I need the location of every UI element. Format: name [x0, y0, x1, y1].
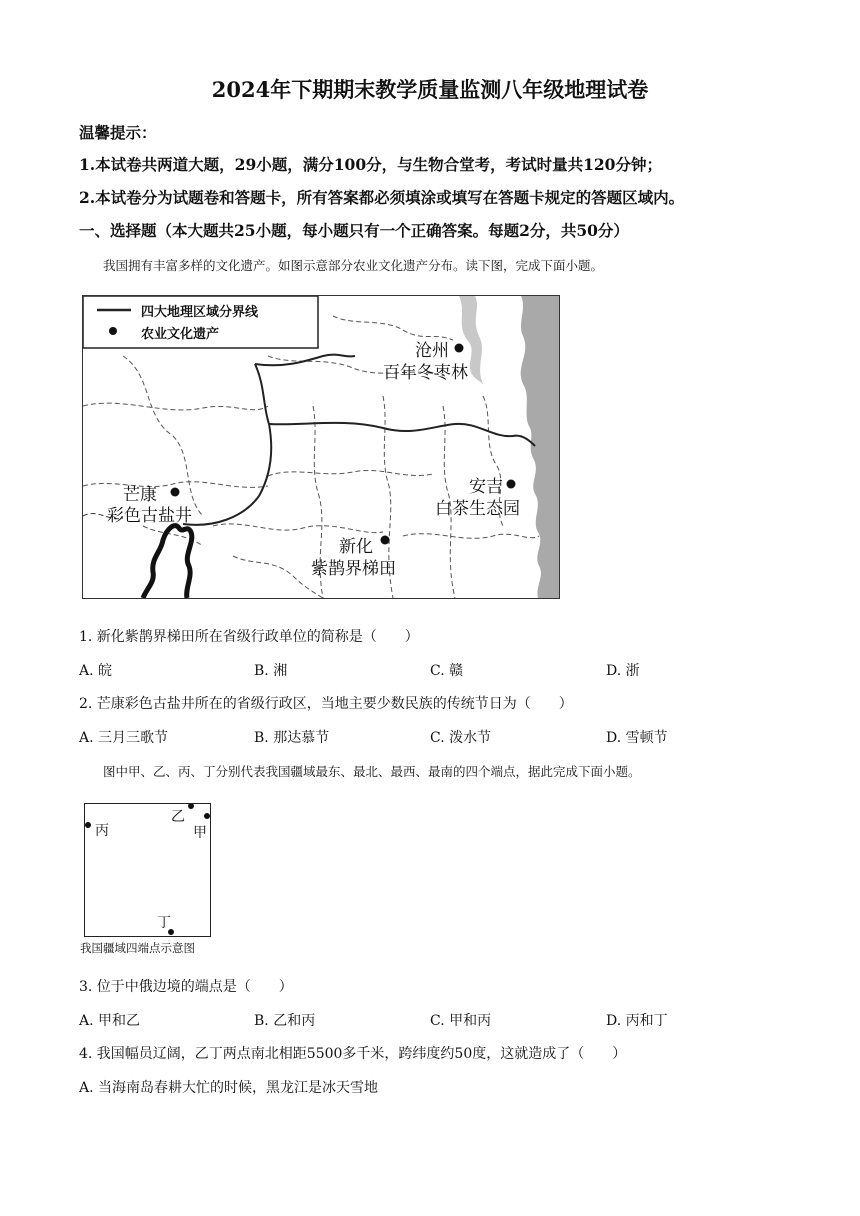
national-border-segment — [143, 526, 192, 598]
q3-option-c[interactable]: C. 甲和丙 — [430, 1013, 492, 1029]
jia-point — [204, 813, 210, 819]
tips-label: 温馨提示： — [79, 123, 157, 142]
mangkang-site-label: 彩色古盐井 — [107, 506, 192, 526]
q3-stem: 3. 位于中俄边境的端点是（ ） — [79, 979, 293, 995]
tip-1: 1.本试卷共两道大题，29小题，满分100分，与生物合堂考，考试时量共120分钟； — [79, 155, 662, 174]
ding-label: 丁 — [157, 915, 171, 931]
anji-label: 安吉 — [469, 477, 503, 497]
legend-dot-label: 农业文化遗产 — [141, 327, 220, 342]
yi-point — [188, 804, 194, 809]
xinhua-site-label: 紫鹊界梯田 — [311, 559, 396, 579]
mangkang-label: 芒康 — [123, 485, 157, 505]
q2-option-b[interactable]: B. 那达慕节 — [254, 730, 330, 746]
intro-2: 图中甲、乙、丙、丁分别代表我国疆域最东、最北、最西、最南的四个端点，据此完成下面小题。 — [103, 764, 641, 779]
xinhua-point — [381, 536, 390, 545]
cangzhou-site-label: 百年冬枣林 — [383, 363, 468, 383]
q4-option-a[interactable]: A. 当海南岛春耕大忙的时候，黑龙江是冰天雪地 — [79, 1080, 379, 1096]
intro-1: 我国拥有丰富多样的文化遗产。如图示意部分农业文化遗产分布。读下图，完成下面小题。 — [103, 258, 604, 273]
q2-stem: 2. 芒康彩色古盐井所在的省级行政区，当地主要少数民族的传统节日为（ ） — [79, 696, 573, 712]
q4-stem: 4. 我国幅员辽阔，乙丁两点南北相距5500多千米，跨纬度约50度，这就造成了（ ） — [79, 1046, 627, 1062]
q1-option-c[interactable]: C. 赣 — [430, 663, 464, 679]
q1-option-d[interactable]: D. 浙 — [606, 663, 640, 679]
q3-option-a[interactable]: A. 甲和乙 — [79, 1013, 141, 1029]
anji-point — [507, 480, 516, 489]
q2-option-c[interactable]: C. 泼水节 — [430, 730, 492, 746]
cangzhou-label: 沧州 — [415, 341, 449, 361]
q3-option-b[interactable]: B. 乙和丙 — [254, 1013, 316, 1029]
q2-option-a[interactable]: A. 三月三歌节 — [79, 730, 169, 746]
q1-option-b[interactable]: B. 湘 — [254, 663, 288, 679]
page-title: 2024年下期期末教学质量监测八年级地理试卷 — [211, 77, 649, 102]
sea-area — [521, 296, 559, 598]
legend-line-label: 四大地理区域分界线 — [141, 305, 259, 320]
tip-2: 2.本试卷分为试题卷和答题卡，所有答案都必须填涂或填写在答题卡规定的答题区域内。 — [79, 188, 685, 207]
q1-stem: 1. 新化紫鹊界梯田所在省级行政单位的简称是（ ） — [79, 629, 419, 645]
anji-site-label: 白茶生态园 — [435, 499, 520, 519]
bing-label: 丙 — [95, 823, 109, 839]
mangkang-point — [171, 488, 180, 497]
heritage-map — [82, 295, 560, 599]
q3-option-d[interactable]: D. 丙和丁 — [606, 1013, 668, 1029]
yi-label: 乙 — [171, 809, 185, 825]
q2-option-d[interactable]: D. 雪顿节 — [606, 730, 668, 746]
legend-dot-symbol — [109, 327, 117, 335]
extreme-points-diagram — [84, 803, 211, 937]
section-heading: 一、选择题（本大题共25小题，每小题只有一个正确答案。每题2分，共50分） — [79, 221, 629, 240]
cangzhou-point — [455, 344, 464, 353]
bing-point — [85, 822, 91, 828]
q1-option-a[interactable]: A. 皖 — [79, 663, 113, 679]
jia-label: 甲 — [193, 825, 207, 841]
inset-caption: 我国疆域四端点示意图 — [80, 941, 195, 955]
xinhua-label: 新化 — [339, 537, 373, 557]
